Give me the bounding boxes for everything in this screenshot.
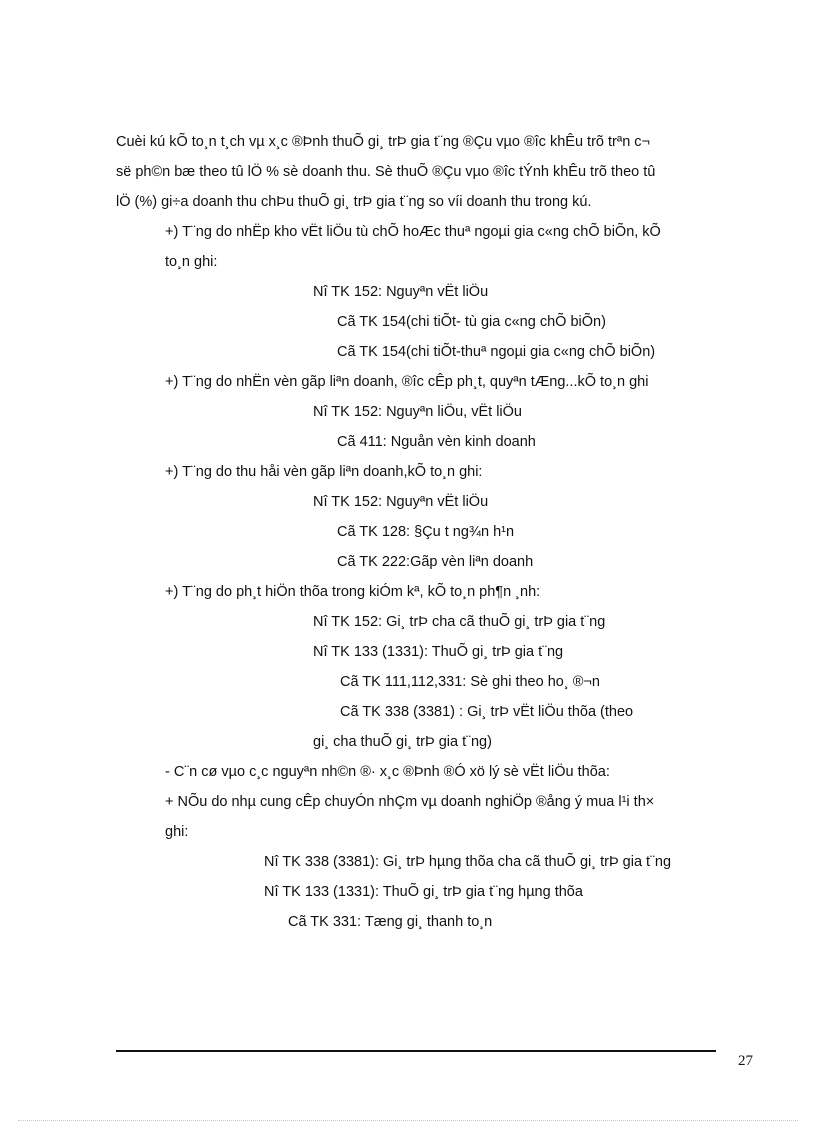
journal-entry-debit: Nî TK 152: Nguyªn vËt liÖu	[313, 494, 489, 510]
paragraph-line: ghi:	[165, 824, 189, 840]
journal-entry-debit: Nî TK 152: Gi¸ trÞ cha cã thuÕ gi¸ trÞ gia t¨ng	[313, 614, 606, 630]
journal-entry-credit: Cã TK 338 (3381) : Gi¸ trÞ vËt liÖu thõa (theo	[340, 704, 634, 720]
journal-entry-debit: Nî TK 133 (1331): ThuÕ gi¸ trÞ gia t¨ng	[313, 644, 564, 660]
journal-entry-credit: Cã TK 331: Tæng gi¸ thanh to¸n	[288, 914, 493, 930]
paragraph-line: +) T¨ng do thu håi vèn gãp liªn doanh,kÕ to¸n ghi:	[165, 464, 483, 480]
paragraph-line: lÖ (%) gi÷a doanh thu chÞu thuÕ gi¸ trÞ gia t¨ng so víi doanh thu trong kú.	[116, 194, 592, 210]
journal-entry-credit: Cã TK 222:Gãp vèn liªn doanh	[337, 554, 534, 570]
journal-entry-debit: Nî TK 152: Nguyªn liÖu, vËt liÖu	[313, 404, 522, 420]
paragraph-line: to¸n ghi:	[165, 254, 218, 270]
paragraph-line: +) T¨ng do nhËp kho vËt liÖu tù chÕ hoÆc thuª ngoµi gia c«ng chÕ biÕn, kÕ	[165, 224, 661, 240]
page-bottom-border	[18, 1120, 798, 1121]
journal-entry-credit: Cã TK 154(chi tiÕt- tù gia c«ng chÕ biÕn)	[337, 314, 606, 330]
journal-entry-debit: Nî TK 133 (1331): ThuÕ gi¸ trÞ gia t¨ng hµng thõa	[264, 884, 583, 900]
footer-rule	[116, 1050, 716, 1052]
journal-entry-credit: Cã TK 111,112,331: Sè ghi theo ho¸ ®¬n	[340, 674, 600, 690]
paragraph-line: së ph©n bæ theo tû lÖ % sè doanh thu. Sè thuÕ ®Çu vµo ®îc tÝnh khÊu trõ theo tû	[116, 164, 656, 180]
journal-entry-debit: Nî TK 152: Nguyªn vËt liÖu	[313, 284, 489, 300]
paragraph-line: +) T¨ng do nhËn vèn gãp liªn doanh, ®îc cÊp ph¸t, quyªn tÆng...kÕ to¸n ghi	[165, 374, 649, 390]
paragraph-line: Cuèi kú kÕ to¸n t¸ch vµ x¸c ®Þnh thuÕ gi¸ trÞ gia t¨ng ®Çu vµo ®îc khÊu trõ trªn c¬	[116, 134, 651, 150]
journal-entry-debit: Nî TK 338 (3381): Gi¸ trÞ hµng thõa cha cã thuÕ gi¸ trÞ gia t¨ng	[264, 854, 672, 870]
paragraph-line: + NÕu do nhµ cung cÊp chuyÓn nhÇm vµ doanh nghiÖp ®ång ý mua l¹i th×	[165, 794, 655, 810]
journal-entry-continuation: gi¸ cha thuÕ gi¸ trÞ gia t¨ng)	[313, 734, 492, 750]
page-number: 27	[738, 1053, 753, 1069]
journal-entry-credit: Cã TK 128: §Çu t ng¾n h¹n	[337, 524, 515, 540]
paragraph-line: +) T¨ng do ph¸t hiÖn thõa trong kiÓm kª, kÕ to¸n ph¶n ¸nh:	[165, 584, 541, 600]
journal-entry-credit: Cã TK 154(chi tiÕt-thuª ngoµi gia c«ng chÕ biÕn)	[337, 344, 656, 360]
paragraph-line: - C¨n cø vµo c¸c nguyªn nh©n ®· x¸c ®Þnh ®Ó xö lý sè vËt liÖu thõa:	[165, 764, 610, 780]
journal-entry-credit: Cã 411: Nguån vèn kinh doanh	[337, 434, 536, 450]
